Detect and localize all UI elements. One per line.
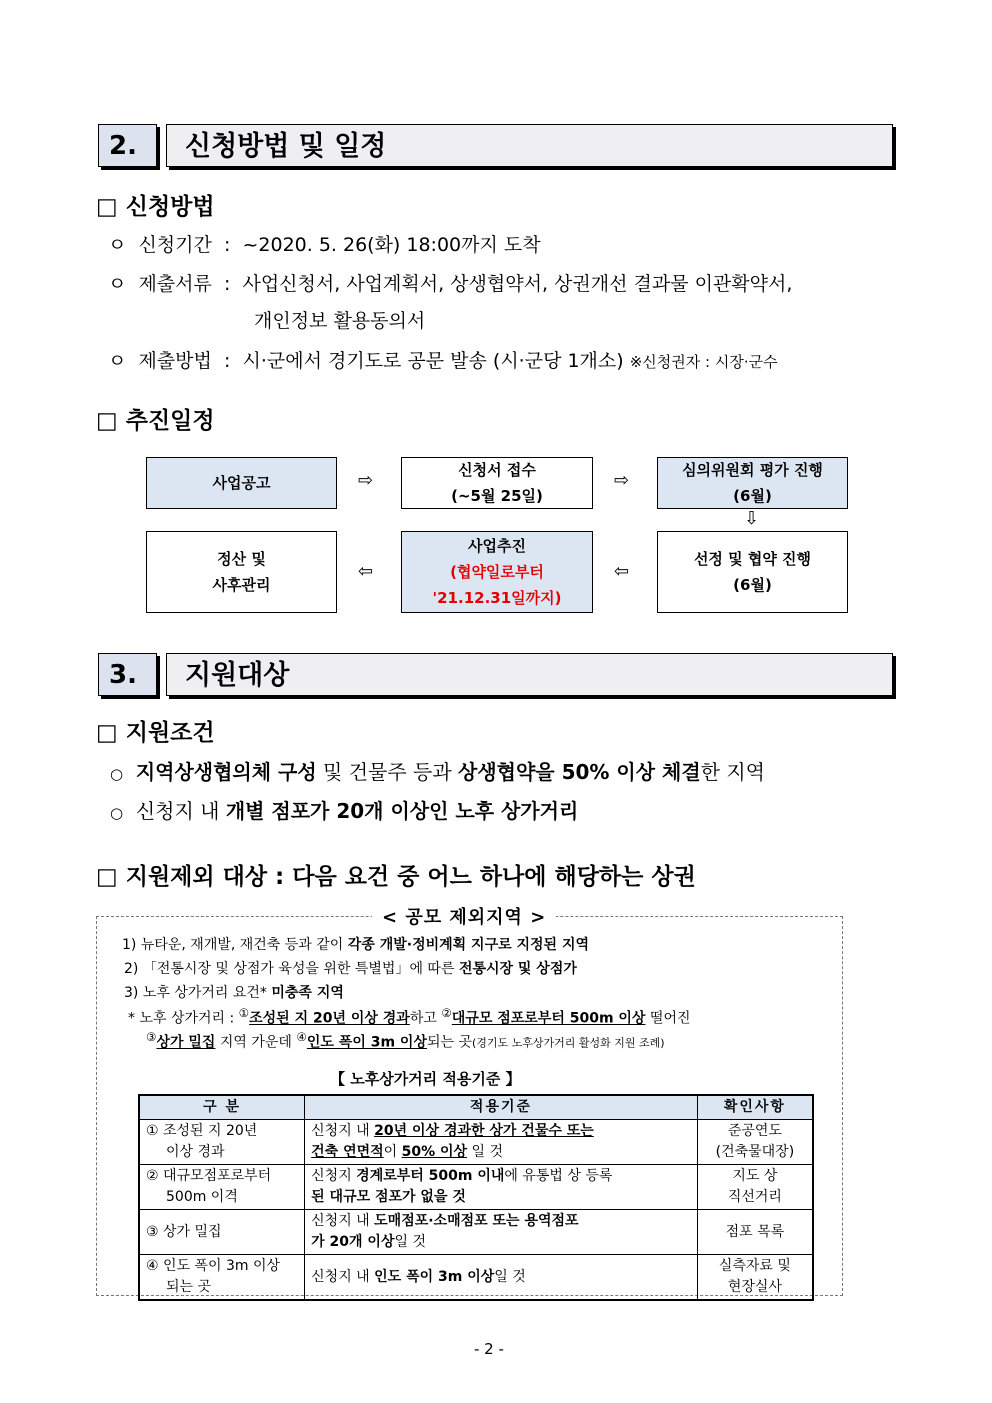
flow-step-announcement [146, 457, 337, 509]
note-underlined: 대규모 점포로부터 500m 이상 [451, 1010, 646, 1027]
cell-text: 준공연도 [727, 1123, 782, 1139]
table-cell [697, 1120, 813, 1165]
exclusion-note-2 [146, 1030, 665, 1052]
flow-step-sublabel: (협약일로부터 [450, 563, 544, 581]
condition-2-text: 신청지 내 [135, 799, 226, 823]
table-header: 구 분 [139, 1095, 305, 1120]
cell-underlined: 건축 연면적 [311, 1144, 384, 1160]
separator: : [223, 273, 231, 295]
table-cell [697, 1210, 813, 1255]
exclusion-text: 3) 노후 상가거리 요건* [124, 985, 272, 1001]
section2-title: 신청방법 및 일정 [166, 124, 893, 167]
schedule-heading: □ 추진일정 [96, 408, 215, 434]
bullet: ㅇ [108, 234, 127, 256]
apply-period-line [108, 230, 541, 257]
flow-step-selection [657, 531, 848, 613]
table-cell [305, 1210, 698, 1255]
conditions-heading: □ 지원조건 [96, 720, 215, 746]
note-marker: ① [238, 1006, 250, 1020]
exclusion-text: 2) 「전통시장 및 상점가 육성을 위한 특별법」에 따른 [124, 961, 459, 977]
condition-1-text: 한 지역 [700, 760, 765, 784]
cell-bold: 경계로부터 500m 이내 [356, 1168, 505, 1184]
flow-step-label: 심의위원회 평가 진행 [682, 461, 823, 479]
documents-label: 제출서류 [138, 273, 212, 295]
cell-text: 점포 목록 [725, 1223, 785, 1240]
flow-step-application [401, 457, 593, 509]
flow-step-label: 사업공고 [212, 474, 271, 492]
condition-1-text: 및 건물주 등과 [316, 760, 459, 784]
note-underlined: 조성된 지 20년 이상 경과 [249, 1010, 410, 1027]
flow-step-sublabel: (6월) [733, 576, 772, 594]
cell-bold: 가 20개 이상 [311, 1234, 395, 1250]
flow-step-sublabel: '21.12.31일까지) [432, 589, 562, 607]
submit-method-value: 시·군에서 경기도로 공문 발송 (시·군당 1개소) [242, 350, 624, 372]
table-cell [139, 1210, 305, 1255]
arrow-left-icon: ⇦ [358, 561, 374, 582]
exclusion-heading: □ 지원제외 대상 : 다음 요건 중 어느 하나에 해당하는 상권 [96, 864, 696, 890]
note-text: 되는 곳 [426, 1034, 473, 1051]
apply-period-value: ~2020. 5. 26(화) 18:00까지 도착 [242, 234, 541, 256]
note-underlined: 상가 밀집 [156, 1034, 216, 1051]
note-text: 지역 가운데 [215, 1034, 297, 1051]
documents-line [108, 269, 792, 296]
note-text: * 노후 상가거리 : [128, 1010, 239, 1027]
cell-text: 이 [383, 1144, 402, 1160]
criteria-table-title: 【 노후상가거리 적용기준 】 [330, 1070, 521, 1088]
submit-method-label: 제출방법 [138, 350, 212, 372]
cell-bold: 된 대규모 점포가 없을 것 [311, 1189, 466, 1205]
exclusion-line-3 [124, 982, 344, 1002]
cell-text: 신청지 내 [311, 1123, 375, 1139]
cell-text: ① 조성된 지 20년 [146, 1123, 258, 1139]
table-cell [139, 1255, 305, 1301]
flow-step-settlement [146, 531, 337, 613]
arrow-left-icon: ⇦ [614, 561, 630, 582]
flow-step-label: 선정 및 협약 진행 [693, 550, 812, 568]
flow-step-sublabel: (~5월 25일) [451, 487, 543, 505]
cell-text: 신청지 [311, 1168, 357, 1184]
table-cell [139, 1120, 305, 1165]
note-source: (경기도 노후상가거리 활성화 지원 조례) [472, 1036, 665, 1050]
exclusion-box-title: < 공모 제외지역 > [372, 903, 556, 929]
cell-text: ② 대규모점포로부터 [146, 1168, 272, 1184]
table-cell [139, 1165, 305, 1210]
table-header: 확인사항 [697, 1095, 813, 1120]
note-text: 떨어진 [645, 1010, 691, 1027]
flow-step-sublabel: 사후관리 [212, 576, 271, 594]
exclusion-note-1 [128, 1006, 691, 1028]
criteria-table [138, 1094, 814, 1301]
exclusion-text: 1) 뉴타운, 재개발, 재건축 등과 같이 [122, 937, 348, 953]
separator: : [223, 350, 231, 372]
exclusion-bold: 미충족 지역 [271, 985, 344, 1001]
cell-text: 에 유통법 상 등록 [504, 1168, 613, 1184]
note-marker: ③ [146, 1030, 157, 1044]
table-row [139, 1165, 813, 1210]
bullet: ㅇ [108, 273, 127, 295]
page-number: - 2 - [474, 1340, 504, 1358]
cell-text: 일 것 [494, 1268, 526, 1285]
cell-text: 일 것 [394, 1234, 426, 1250]
cell-text: 지도 상 [732, 1168, 778, 1184]
cell-text: 신청지 내 [311, 1268, 375, 1285]
method-heading: □ 신청방법 [96, 194, 215, 220]
arrow-right-icon: ⇨ [614, 470, 630, 491]
documents-value: 사업신청서, 사업계획서, 상생협약서, 상권개선 결과물 이관확약서, [242, 273, 793, 295]
cell-bold: 도매점포·소매점포 또는 용역점포 [374, 1213, 579, 1229]
note-marker: ④ [296, 1030, 307, 1044]
cell-text: 현장실사 [727, 1279, 782, 1295]
cell-text: 이상 경과 [166, 1144, 225, 1160]
section3-number: 3. [98, 653, 157, 696]
cell-bold: 인도 폭이 3m 이상 [374, 1268, 495, 1285]
cell-underlined: 20년 이상 경과한 상가 건물수 또는 [374, 1123, 594, 1139]
section3-title: 지원대상 [166, 653, 893, 696]
table-row [139, 1120, 813, 1165]
flow-step-label: 사업추진 [468, 537, 526, 555]
table-row [139, 1255, 813, 1301]
cell-text: ③ 상가 밀집 [146, 1223, 222, 1240]
cell-text: 500m 이격 [166, 1189, 238, 1205]
exclusion-line-1 [122, 934, 589, 954]
bullet: ○ [110, 804, 124, 822]
table-header-row [139, 1095, 813, 1120]
condition-2-bold: 개별 점포가 20개 이상인 노후 상가거리 [225, 799, 579, 823]
bullet: ㅇ [108, 350, 127, 372]
exclusion-line-2 [124, 958, 577, 978]
table-row [139, 1210, 813, 1255]
cell-text: 직선거리 [727, 1189, 782, 1205]
flow-step-sublabel: (6월) [733, 487, 772, 505]
submit-note: ※신청권자 : 시장·군수 [629, 353, 778, 371]
table-cell [305, 1255, 698, 1301]
condition-1-bold: 지역상생협의체 구성 [135, 760, 317, 784]
note-underlined: 인도 폭이 3m 이상 [306, 1034, 427, 1051]
submit-method-line [108, 346, 778, 373]
table-cell [305, 1120, 698, 1165]
cell-text: (건축물대장) [715, 1144, 795, 1160]
cell-text: ④ 인도 폭이 3m 이상 [146, 1258, 281, 1274]
note-marker: ② [441, 1006, 452, 1020]
apply-period-label: 신청기간 [138, 234, 212, 256]
exclusion-bold: 각종 개발·정비계획 지구로 지정된 지역 [347, 937, 589, 953]
note-text: 하고 [409, 1010, 442, 1027]
table-cell [697, 1255, 813, 1301]
table-cell [305, 1165, 698, 1210]
flow-step-review [657, 457, 848, 509]
documents-line2: 개인정보 활용동의서 [254, 310, 426, 332]
table-cell [697, 1165, 813, 1210]
table-header: 적용기준 [305, 1095, 698, 1120]
condition-2 [110, 795, 578, 824]
condition-1-bold: 상생협약을 50% 이상 체결 [458, 760, 701, 784]
flow-step-label: 정산 및 [217, 550, 266, 568]
condition-1 [110, 756, 765, 785]
flow-step-label: 신청서 접수 [458, 461, 536, 479]
flow-step-execution [401, 531, 593, 613]
exclusion-bold: 전통시장 및 상점가 [458, 961, 577, 977]
separator: : [223, 234, 231, 256]
cell-text: 신청지 내 [311, 1213, 375, 1229]
section2-number: 2. [98, 124, 157, 167]
bullet: ○ [110, 765, 124, 783]
arrow-right-icon: ⇨ [358, 470, 374, 491]
cell-text: 실측자료 및 [718, 1258, 791, 1274]
cell-text: 일 것 [467, 1144, 504, 1160]
cell-underlined: 50% 이상 [401, 1144, 468, 1160]
cell-text: 되는 곳 [166, 1279, 212, 1295]
arrow-down-icon: ⇩ [744, 508, 760, 529]
